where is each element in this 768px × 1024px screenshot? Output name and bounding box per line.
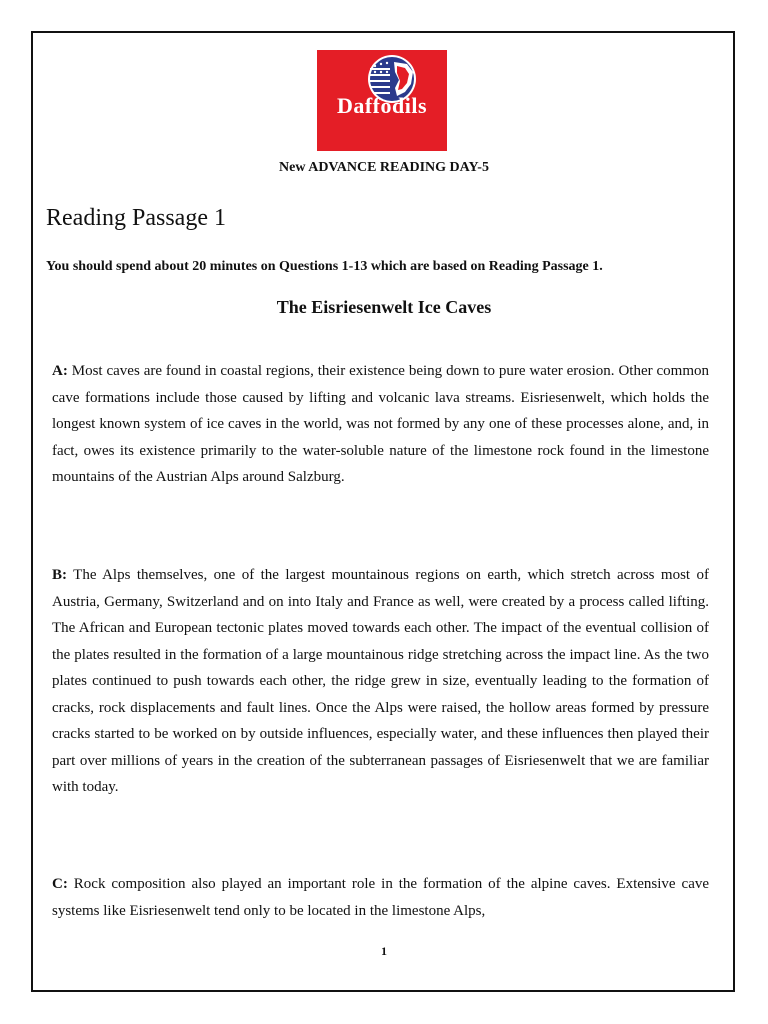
paragraph-c [52,871,709,924]
page-number: 1 [381,944,387,958]
article-title: The Eisriesenwelt Ice Caves [276,297,492,317]
paragraph-b [52,562,709,801]
logo-text: Daffodils [336,93,428,118]
paragraph-label: B: [52,567,67,583]
paragraph-label: A: [52,363,68,379]
paragraph-label: C: [52,876,68,892]
daffodils-logo [317,50,447,151]
day-title: New ADVANCE READING DAY-5 [279,160,489,175]
paragraph-text: Rock composition also played an important role in the formation of the alpine caves. Extensive cave systems like Eisriesenwelt tend only to be located in the limestone Alps, [52,876,710,919]
instructions: You should spend about 20 minutes on Questions 1-13 which are based on Reading Passage 1. [46,259,603,274]
paragraph-a [52,358,709,491]
paragraph-text: The Alps themselves, one of the largest mountainous regions on earth, which stretch across most of Austria, Germany, Switzerland and on into Italy and France as well, were created by a process called lifting. The African and European tectonic plates moved towards each other. The impact of the eventual collision of the plates resulted in the formation of a large mountainous ridge stretching across the impact line. As the two plates continued to push towards each other, the ridge grew in size, eventually leading to the formation of cracks, rock displacements and fault lines. Once the Alps were raised, the hollow areas formed by pressure cracks started to be worked on by outside influences, especially water, and these influences then played their part over millions of years in the creation of the subterranean passages of Eisriesenwelt that we are familiar with today. [52,567,709,795]
paragraph-text: Most caves are found in coastal regions, their existence being down to pure water erosion. Other common cave formations include those caused by lifting and volcanic lava streams. Eisriesenwelt, which holds the longest known system of ice caves in the world, was not formed by any one of these processes alone, and, in fact, owes its existence primarily to the water-soluble nature of the limestone rock found in the limestone mountains of the Austrian Alps around Salzburg. [52,363,710,485]
passage-title: Reading Passage 1 [46,205,226,231]
